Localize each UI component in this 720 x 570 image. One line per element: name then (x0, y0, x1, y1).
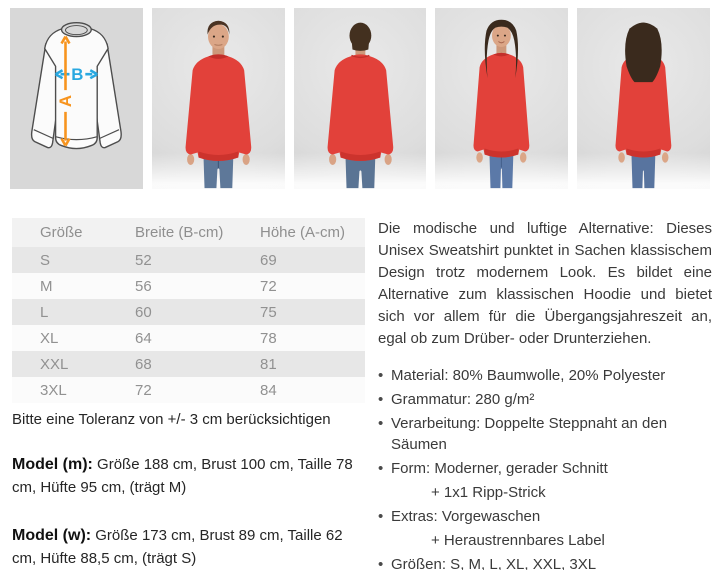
female-back-model-icon (577, 8, 710, 189)
cell-width: 64 (135, 329, 152, 347)
size-table (12, 218, 365, 403)
table-row (12, 247, 365, 273)
product-details (0, 218, 720, 570)
cell-size: XXL (40, 355, 69, 373)
table-row (12, 299, 365, 325)
cell-height: 78 (260, 329, 277, 347)
table-row (12, 325, 365, 351)
feature-text: Grammatur: 280 g/m² (391, 391, 535, 408)
feature-text: Verarbeitung: Doppelte Steppnaht an den Säumen (391, 415, 668, 453)
col-header-height: Höhe (A-cm) (260, 224, 346, 241)
cell-size: M (40, 277, 53, 295)
size-diagram-panel (10, 8, 143, 189)
cell-height: 84 (260, 381, 277, 399)
model-w-label: Model (w): (12, 527, 92, 544)
model-w-info (12, 524, 365, 570)
cell-width: 72 (135, 381, 152, 399)
col-header-width: Breite (B-cm) (135, 224, 224, 241)
col-header-size: Größe (40, 224, 83, 241)
bullet-icon: • (378, 460, 384, 477)
bullet-icon: • (378, 367, 384, 384)
model-m-info (12, 453, 365, 499)
list-item (378, 365, 712, 386)
feature-text: Form: Moderner, gerader Schnitt (391, 460, 608, 477)
product-description: Die modische und luftige Alternative: Dieses Unisex Sweatshirt punktet in Sachen klassischem Design trotz modernem Look. Es bildet eine Alternative zum klassischen Hoodie und bietet sich vor allem für die Übergangsjahreszeit an, egal ob zum Drüber- oder Drunterziehen. (378, 220, 712, 347)
feature-text: Material: 80% Baumwolle, 20% Polyester (391, 367, 666, 384)
photo-male-back (294, 8, 427, 189)
list-item (378, 506, 712, 527)
height-label: A (55, 94, 75, 108)
tolerance-note: Bitte eine Toleranz von +/- 3 cm berücksichtigen (12, 411, 331, 428)
photo-female-back (577, 8, 710, 189)
table-row (12, 273, 365, 299)
list-item (378, 389, 712, 410)
cell-size: XL (40, 329, 59, 347)
feature-text: Extras: Vorgewaschen (391, 508, 541, 525)
cell-height: 75 (260, 303, 277, 321)
photo-male-front (152, 8, 285, 189)
model-w-text: Größe 173 cm, Brust 89 cm, Taille 62 cm, Hüfte 88,5 cm, (trägt S) (12, 527, 343, 567)
bullet-icon: • (378, 415, 384, 432)
product-image-gallery (0, 0, 720, 189)
feature-list (378, 365, 712, 570)
bullet-icon: • (378, 556, 384, 570)
cell-width: 52 (135, 251, 152, 269)
list-item (378, 458, 712, 479)
model-m-text: Größe 188 cm, Brust 100 cm, Taille 78 cm, Hüfte 95 cm, (trägt M) (12, 456, 353, 496)
cell-size: 3XL (40, 381, 67, 399)
size-table-header-row (12, 218, 365, 247)
male-front-model-icon (152, 8, 285, 189)
width-label: B (71, 65, 84, 85)
description-column (378, 218, 712, 570)
sweatshirt-measure-diagram-icon (10, 8, 143, 189)
feature-sub-text: + 1x1 Ripp-Strick (431, 484, 546, 501)
list-item (378, 413, 712, 455)
table-row (12, 377, 365, 403)
model-m-label: Model (m): (12, 456, 93, 473)
female-front-model-icon (435, 8, 568, 189)
cell-height: 72 (260, 277, 277, 295)
cell-width: 56 (135, 277, 152, 295)
cell-height: 81 (260, 355, 277, 373)
feature-sub-text: + Heraustrennbares Label (431, 532, 605, 549)
cell-width: 68 (135, 355, 152, 373)
bullet-icon: • (378, 391, 384, 408)
table-row (12, 351, 365, 377)
cell-size: L (40, 303, 49, 321)
cell-size: S (40, 251, 51, 269)
size-info-column (12, 218, 365, 570)
bullet-icon: • (378, 508, 384, 525)
list-item (378, 554, 712, 570)
cell-width: 60 (135, 303, 152, 321)
male-back-model-icon (294, 8, 427, 189)
photo-female-front (435, 8, 568, 189)
cell-height: 69 (260, 251, 277, 269)
feature-text: Größen: S, M, L, XL, XXL, 3XL (391, 556, 597, 570)
